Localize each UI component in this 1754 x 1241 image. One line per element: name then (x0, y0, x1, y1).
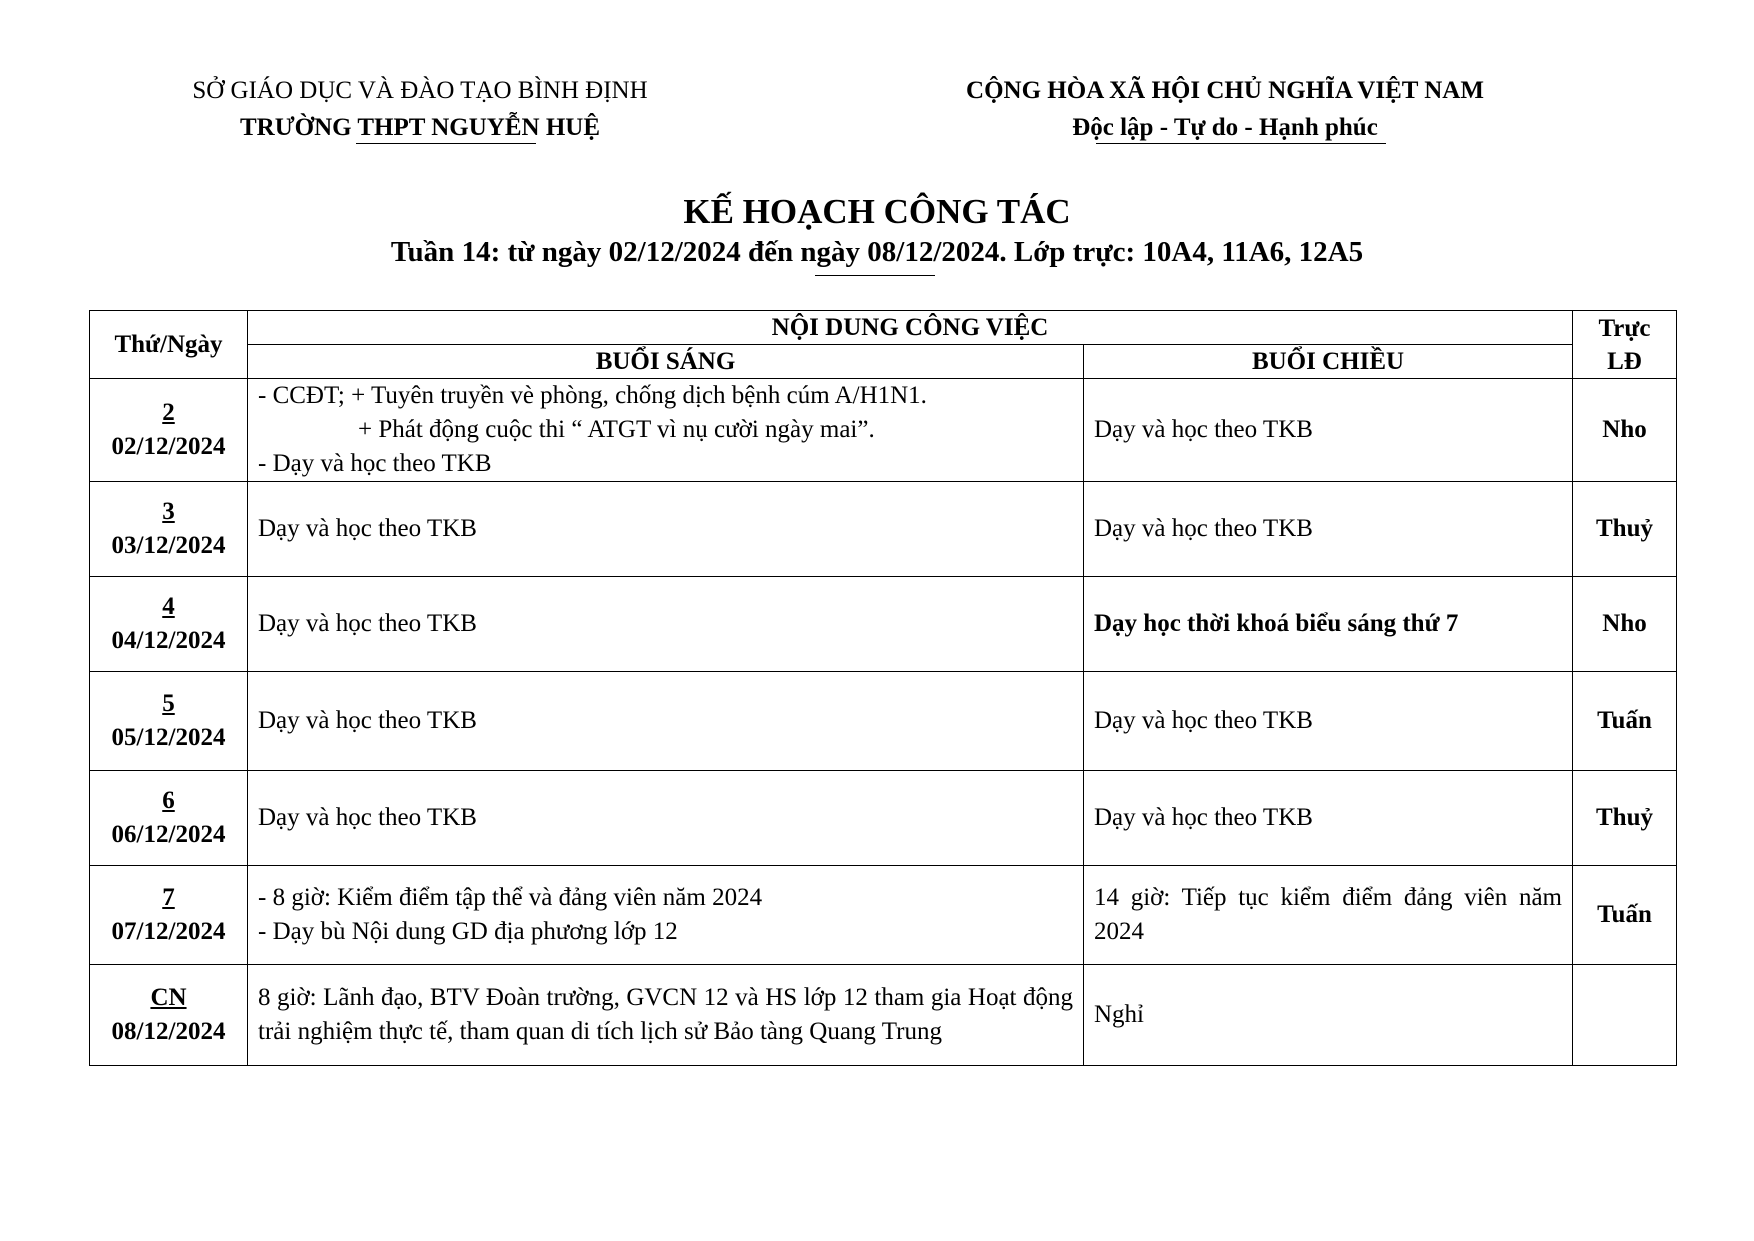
morning-cell: Dạy và học theo TKB (248, 577, 1084, 672)
duty-cell: Nho (1573, 577, 1677, 672)
header-duty-line2: LĐ (1607, 347, 1642, 375)
morning-cell: 8 giờ: Lãnh đạo, BTV Đoàn trường, GVCN 12 và HS lớp 12 tham gia Hoạt động trải nghiệm thực tế, tham quan di tích lịch sử Bảo tàng Quang Trung (248, 965, 1084, 1066)
duty-cell: Tuấn (1573, 672, 1677, 771)
afternoon-cell: Dạy và học theo TKB (1084, 771, 1573, 866)
motto: Độc lập - Tự do - Hạnh phúc (1072, 114, 1378, 141)
morning-line: + Phát động cuộc thi “ ATGT vì nụ cười ngày mai”. (358, 416, 875, 443)
morning-cell: Dạy và học theo TKB (248, 771, 1084, 866)
header-duty-line1: Trực (1598, 314, 1651, 342)
weekday: 4 (162, 593, 175, 620)
duty-cell: Thuỷ (1573, 771, 1677, 866)
table-row (90, 577, 1677, 672)
table-subheader-row (90, 345, 1677, 379)
table-row (90, 379, 1677, 482)
day-cell (90, 379, 248, 482)
weekday: 7 (162, 884, 175, 911)
date: 07/12/2024 (111, 918, 226, 945)
date: 08/12/2024 (111, 1018, 226, 1045)
day-cell (90, 866, 248, 965)
weekday: 2 (162, 399, 175, 426)
header-duty (1573, 311, 1677, 379)
morning-cell (248, 866, 1084, 965)
morning-line: - CCĐT; + Tuyên truyền vè phòng, chống dịch bệnh cúm A/H1N1. (258, 382, 927, 409)
afternoon-cell: Dạy và học theo TKB (1084, 379, 1573, 482)
school-name: TRƯỜNG THPT NGUYỄN HUỆ (240, 114, 600, 141)
afternoon-cell: 14 giờ: Tiếp tục kiểm điểm đảng viên năm 2024 (1084, 866, 1573, 965)
weekday: 3 (162, 498, 175, 525)
header-afternoon: BUỔI CHIỀU (1084, 345, 1573, 379)
day-cell (90, 965, 248, 1066)
header-morning: BUỔI SÁNG (248, 345, 1084, 379)
afternoon-cell: Nghỉ (1084, 965, 1573, 1066)
afternoon-cell: Dạy học thời khoá biểu sáng thứ 7 (1084, 577, 1573, 672)
table-row (90, 672, 1677, 771)
duty-cell: Thuỷ (1573, 482, 1677, 577)
morning-line: - Dạy và học theo TKB (258, 450, 492, 477)
afternoon-cell: Dạy và học theo TKB (1084, 482, 1573, 577)
duty-cell (1573, 965, 1677, 1066)
duty-cell: Tuấn (1573, 866, 1677, 965)
weekday: 5 (162, 690, 175, 717)
header-right (900, 72, 1550, 146)
table-header-row (90, 311, 1677, 345)
morning-cell: Dạy và học theo TKB (248, 672, 1084, 771)
country-name: CỘNG HÒA XÃ HỘI CHỦ NGHĨA VIỆT NAM (966, 77, 1484, 104)
school-name-underline (356, 143, 536, 144)
subtitle-underline (815, 275, 935, 276)
morning-cell: Dạy và học theo TKB (248, 482, 1084, 577)
header-day: Thứ/Ngày (90, 311, 248, 379)
date: 04/12/2024 (111, 627, 226, 654)
morning-line: - 8 giờ: Kiểm điểm tập thể và đảng viên năm 2024 (258, 884, 763, 911)
document-subtitle: Tuần 14: từ ngày 02/12/2024 đến ngày 08/12/2024. Lớp trực: 10A4, 11A6, 12A5 (390, 236, 1364, 268)
header-left (140, 72, 700, 146)
date: 06/12/2024 (111, 821, 226, 848)
date: 03/12/2024 (111, 532, 226, 559)
day-cell (90, 672, 248, 771)
morning-cell (248, 379, 1084, 482)
document-title: KẾ HOẠCH CÔNG TÁC (683, 192, 1071, 231)
header-content: NỘI DUNG CÔNG VIỆC (248, 311, 1573, 345)
table-row (90, 866, 1677, 965)
weekday: CN (150, 984, 187, 1011)
work-plan-table (89, 310, 1677, 1066)
table-row (90, 771, 1677, 866)
weekday: 6 (162, 787, 175, 814)
morning-line: - Dạy bù Nội dung GD địa phương lớp 12 (258, 918, 678, 945)
table-row (90, 482, 1677, 577)
afternoon-cell: Dạy và học theo TKB (1084, 672, 1573, 771)
department-name: SỞ GIÁO DỤC VÀ ĐÀO TẠO BÌNH ĐỊNH (192, 77, 648, 104)
duty-cell: Nho (1573, 379, 1677, 482)
day-cell (90, 577, 248, 672)
date: 02/12/2024 (111, 433, 226, 460)
table-row (90, 965, 1677, 1066)
day-cell (90, 482, 248, 577)
day-cell (90, 771, 248, 866)
motto-underline (1096, 143, 1386, 144)
date: 05/12/2024 (111, 724, 226, 751)
